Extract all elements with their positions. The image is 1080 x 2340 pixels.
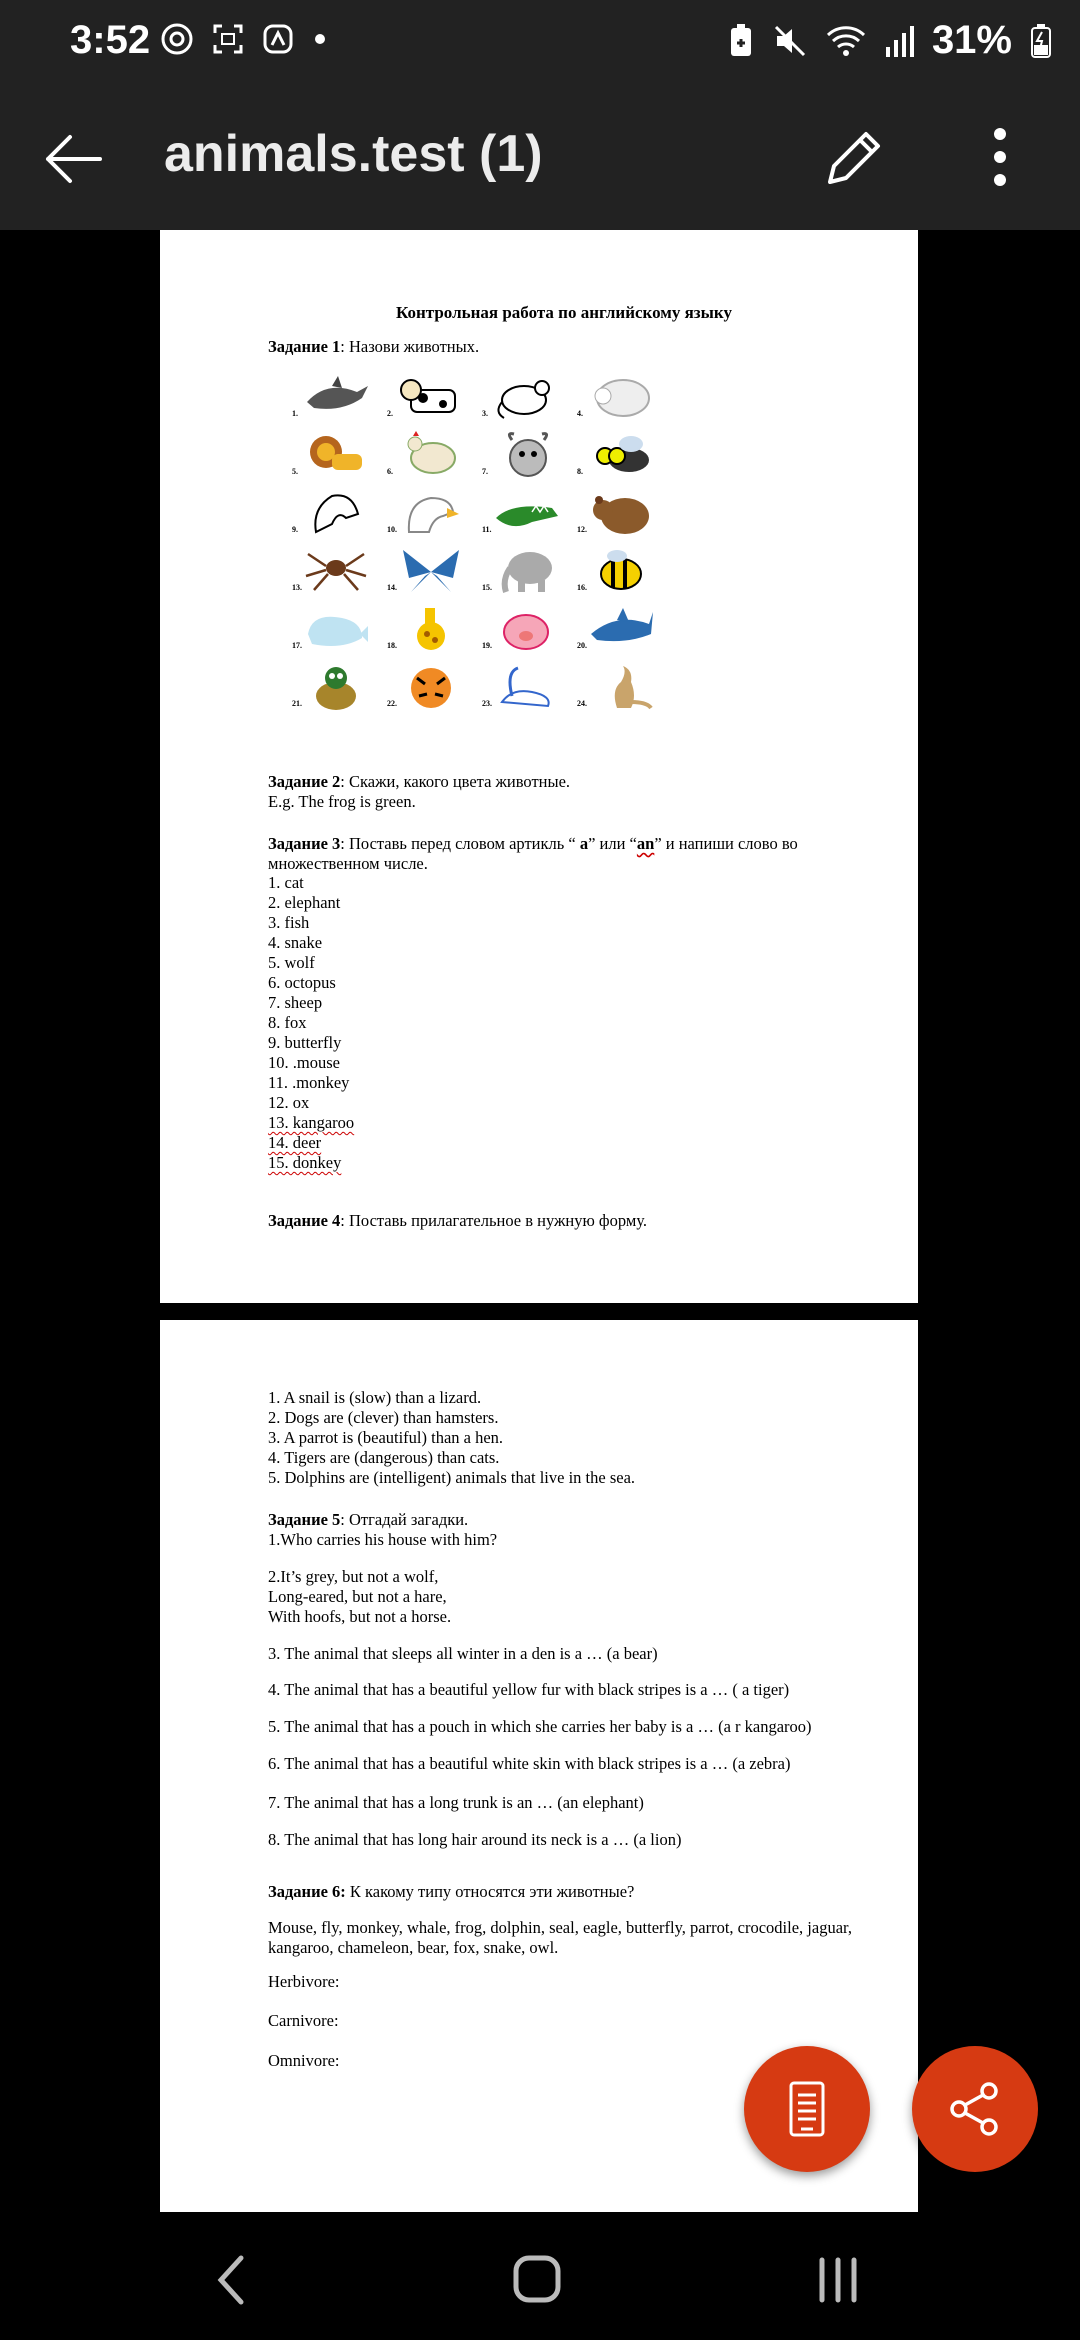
animal-picture: 9. xyxy=(292,486,387,544)
task4-label: Задание 4 xyxy=(268,1211,341,1230)
list-item: 6. octopus xyxy=(268,973,336,992)
riddle: 5. The animal that has a pouch in which she carries her baby is a … (a r kangaroo) xyxy=(268,1717,812,1736)
riddle: 3. The animal that sleeps all winter in a den is a … (a bear) xyxy=(268,1644,658,1663)
animal-picture: 16. xyxy=(577,544,672,602)
task3-text: : Поставь перед словом артикль “ xyxy=(340,834,580,853)
chevron-left-icon xyxy=(193,2250,273,2310)
animal-picture: 11. xyxy=(482,486,577,544)
task5 xyxy=(268,1510,860,1550)
task6-text: К какому типу относятся эти животные? xyxy=(345,1882,635,1901)
animal-picture: 12. xyxy=(577,486,672,544)
animal-picture: 3. xyxy=(482,370,577,428)
task3-text-mid: ” или “ xyxy=(588,834,637,853)
list-item: 9. butterfly xyxy=(268,1033,342,1052)
pencil-icon xyxy=(820,122,890,192)
document-icon xyxy=(777,2079,837,2139)
list-item: 4. snake xyxy=(268,933,323,952)
more-vertical-icon xyxy=(970,122,1030,192)
task1-text: : Назови животных. xyxy=(340,337,480,356)
animal-picture: 19. xyxy=(482,602,577,660)
task3-text-end: ” и напиши слово во множественном числе. xyxy=(268,834,798,873)
animal-picture: 17. xyxy=(292,602,387,660)
animal-picture: 18. xyxy=(387,602,482,660)
category-herbivore: Herbivore: xyxy=(268,1972,340,1991)
animal-picture: 4. xyxy=(577,370,672,428)
riddle: 6. The animal that has a beautiful white skin with black stripes is a … (a zebra) xyxy=(268,1754,791,1773)
screenshot-icon xyxy=(212,23,244,55)
reading-mode-button[interactable] xyxy=(744,2046,870,2172)
list-item: 12. ox xyxy=(268,1093,310,1112)
share-icon xyxy=(945,2079,1005,2139)
at-sign-icon xyxy=(160,22,194,56)
list-item: 15. donkey xyxy=(268,1153,342,1172)
animals-picture-grid xyxy=(292,370,672,720)
back-button[interactable] xyxy=(40,124,110,194)
signal-icon xyxy=(884,23,914,59)
more-options-button[interactable] xyxy=(970,122,1030,192)
category-omnivore: Omnivore: xyxy=(268,2051,340,2070)
task3 xyxy=(268,834,860,1173)
battery-percent: 31% xyxy=(931,18,1012,62)
status-bar xyxy=(0,0,1080,84)
animal-picture: 2. xyxy=(387,370,482,428)
app-icon xyxy=(262,23,294,55)
category-carnivore: Carnivore: xyxy=(268,2011,339,2030)
list-item: 13. kangaroo xyxy=(268,1113,355,1132)
task4-list xyxy=(268,1388,860,1488)
task4-text: : Поставь прилагательное в нужную форму. xyxy=(340,1211,648,1230)
riddle: 1.Who carries his house with him? xyxy=(268,1530,498,1549)
list-item: 4. Tigers are (dangerous) than cats. xyxy=(268,1448,500,1467)
list-item: 1. cat xyxy=(268,873,304,892)
animal-picture: 23. xyxy=(482,660,577,718)
list-item: 1. A snail is (slow) than a lizard. xyxy=(268,1388,482,1407)
riddle-line: With hoofs, but not a horse. xyxy=(268,1607,452,1626)
animal-picture: 7. xyxy=(482,428,577,486)
riddle-line: Long-eared, but not a hare, xyxy=(268,1587,447,1606)
task5-label: Задание 5 xyxy=(268,1510,341,1529)
document-page-1 xyxy=(160,230,918,1303)
nav-recents-button[interactable] xyxy=(798,2250,878,2310)
battery-saver-icon xyxy=(728,23,754,59)
animal-picture: 14. xyxy=(387,544,482,602)
riddle-2 xyxy=(268,1567,860,1627)
task3-article-a: a xyxy=(579,834,589,853)
task3-label: Задание 3 xyxy=(268,834,341,853)
riddle: 7. The animal that has a long trunk is an … (an elephant) xyxy=(268,1793,644,1812)
nav-home-button[interactable] xyxy=(496,2250,576,2310)
list-item: 5. Dolphins are (intelligent) animals that live in the sea. xyxy=(268,1468,636,1487)
share-button[interactable] xyxy=(912,2046,1038,2172)
task3-article-an: an xyxy=(636,834,655,853)
animal-picture: 22. xyxy=(387,660,482,718)
list-item: 5. wolf xyxy=(268,953,315,972)
animal-picture: 15. xyxy=(482,544,577,602)
list-item: 3. A parrot is (beautiful) than a hen. xyxy=(268,1428,504,1447)
document-title: animals.test (1) xyxy=(164,125,543,183)
animal-picture: 8. xyxy=(577,428,672,486)
task4 xyxy=(268,1211,860,1231)
list-item: 2. elephant xyxy=(268,893,341,912)
animal-picture: 21. xyxy=(292,660,387,718)
list-item: 11. .monkey xyxy=(268,1073,350,1092)
task2-text: : Скажи, какого цвета животные. xyxy=(340,772,571,791)
status-time: 3:52 xyxy=(70,18,151,62)
home-square-icon xyxy=(496,2250,576,2310)
animal-picture: 13. xyxy=(292,544,387,602)
doc-title: Контрольная работа по английскому языку xyxy=(396,303,732,322)
riddle: 8. The animal that has long hair around its neck is a … (a lion) xyxy=(268,1830,682,1849)
recents-icon xyxy=(798,2250,878,2310)
list-item: 14. deer xyxy=(268,1133,322,1152)
task6-list: Mouse, fly, monkey, whale, frog, dolphin, seal, eagle, butterfly, parrot, crocodile, jaguar, kangaroo, chameleon, bear, fox, snake, owl. xyxy=(268,1918,852,1957)
task2 xyxy=(268,772,860,812)
list-item: 7. sheep xyxy=(268,993,323,1012)
edit-button[interactable] xyxy=(820,122,890,192)
animal-picture: 5. xyxy=(292,428,387,486)
task2-example: E.g. The frog is green. xyxy=(268,792,416,811)
animal-picture: 6. xyxy=(387,428,482,486)
document-view[interactable] xyxy=(0,230,1080,2220)
battery-icon xyxy=(1030,23,1052,59)
list-item: 8. fox xyxy=(268,1013,307,1032)
task2-label: Задание 2 xyxy=(268,772,341,791)
animal-picture: 1. xyxy=(292,370,387,428)
task1 xyxy=(268,337,860,357)
list-item: 3. fish xyxy=(268,913,310,932)
riddle-line: 2.It’s grey, but not a wolf, xyxy=(268,1567,439,1586)
riddle: 4. The animal that has a beautiful yellow fur with black stripes is a … ( a tiger) xyxy=(268,1680,790,1699)
mute-icon xyxy=(772,23,808,59)
list-item: 2. Dogs are (clever) than hamsters. xyxy=(268,1408,499,1427)
list-item: 10. .mouse xyxy=(268,1053,340,1072)
animal-picture: 10. xyxy=(387,486,482,544)
dot-icon xyxy=(312,31,328,47)
task1-label: Задание 1 xyxy=(268,337,341,356)
animal-picture: 20. xyxy=(577,602,672,660)
task6-label: Задание 6: xyxy=(268,1882,346,1901)
task5-text: : Отгадай загадки. xyxy=(340,1510,469,1529)
system-navigation-bar xyxy=(0,2220,1080,2340)
app-bar xyxy=(0,84,1080,230)
arrow-left-icon xyxy=(40,124,110,194)
task6 xyxy=(268,1882,860,1902)
animal-picture: 24. xyxy=(577,660,672,718)
nav-back-button[interactable] xyxy=(193,2250,273,2310)
wifi-icon xyxy=(826,23,866,59)
